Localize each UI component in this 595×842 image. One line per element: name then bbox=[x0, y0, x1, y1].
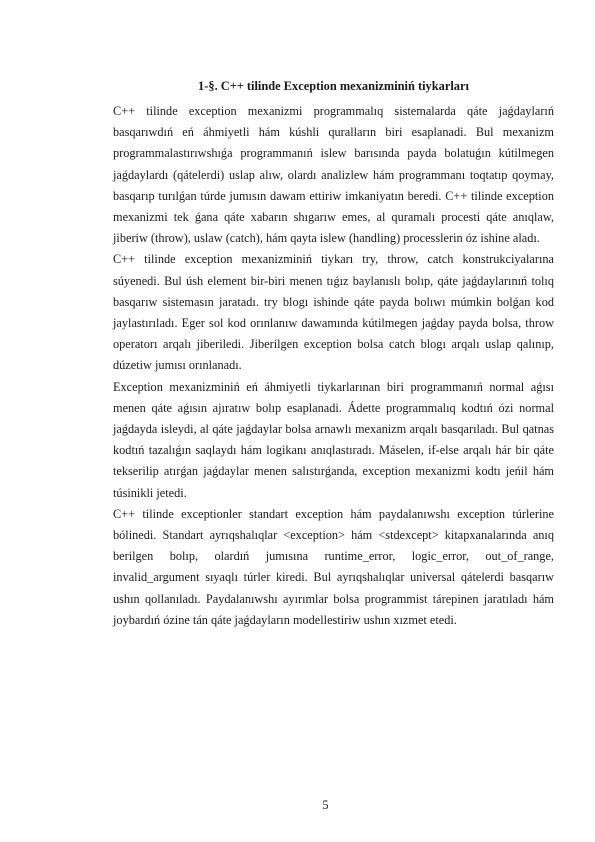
document-page bbox=[113, 76, 554, 631]
page-number: 5 bbox=[322, 798, 329, 812]
paragraph-4 bbox=[113, 504, 554, 631]
paragraph-1 bbox=[113, 101, 554, 249]
paragraph-2-text: C++ tilinde exception mexanizminiń tiykarı try, throw, catch konstrukciyalarına súyenedi. Bul úsh element bir-biri menen tıǵız baylanıslı bolıp, qáte jaǵdaylarınıń tolıq basqarıw sistemasın jaratadı. try blogı ishinde qáte payda bolıwı múmkin bolǵan kod jaylastırıladı. Eger sol kod orınlanıw dawamında kútilmegen jaǵday payda bolsa, throw operatorı arqalı jiberiledi. Jiberilgen exception bolsa catch blogı arqalı uslap qalınıp, dúzetiw jumısı orınlanadı. bbox=[113, 252, 554, 373]
paragraph-2 bbox=[113, 249, 554, 376]
paragraph-4-text: C++ tilinde exceptionler standart exception hám paydalanıwshı exception túrlerine bólinedi. Standart ayrıqshalıqlar <exception> hám <stdexcept> kitapxanalarında anıq berilgen bolıp, olardıń jumısına runtime_error, logic_error, out_of_range, invalid_argument sıyaqlı túrler kiredi. Bul ayrıqshalıqlar universal qátelerdi basqarıw ushın qollanıladı. Paydalanıwshı ayırımlar bolsa programmist tárepinen jaratıladı hám joybardıń ózine tán qáte jaǵdayların modellestiriw ushın xızmet etedi. bbox=[113, 506, 554, 627]
paragraph-1-text: C++ tilinde exception mexanizmi programmalıq sistemalarda qáte jaǵdaylarıń basqarıwdıń eń áhmiyetli hám kúshli quralların biri esaplanadi. Bul mexanizm programmalastırıwshıǵa programmanıń islew barısında payda bolatuǵın kútilmegen jaǵdaylardı (qátelerdi) uslap alıw, olardı analizlew hám programmanı toqtatıp qoymay, basqarıp turılǵan túrde jumısın dawam ettiriw imkaniyatın beredi. C++ tilinde exception mexanizmi tek ǵana qáte xabarın shıgarıw emes, al quramalı procesti qáte anıqlaw, jiberiw (throw), uslaw (catch), hám qayta islew (handling) processlerin óz ishine aladı. bbox=[113, 104, 554, 246]
paragraph-3-text: Exception mexanizminiń eń áhmiyetli tiykarlarınan biri programmanıń normal aǵısı menen qáte aǵısın ajıratıw bolıp esaplanadi. Ádette programmalıq kodtıń ózi normal jaǵdayda isleydi, al qáte jaǵdaylar bolsa arnawlı mexanizm arqalı basqarıladı. Bul qatnas kodtıń tazalıǵın saqlaydı hám logikanı anıqlastıradı. Máselen, if-else arqalı hár bir qáte tekserilip atırǵan jaǵdaylar menen salıstırǵanda, exception mexanizmi kodtı jeńil hám túsinikli jetedi. bbox=[113, 379, 554, 500]
section-title: 1-§. C++ tilinde Exception mexanizminiń tiykarları bbox=[198, 79, 469, 93]
paragraph-3 bbox=[113, 377, 554, 504]
